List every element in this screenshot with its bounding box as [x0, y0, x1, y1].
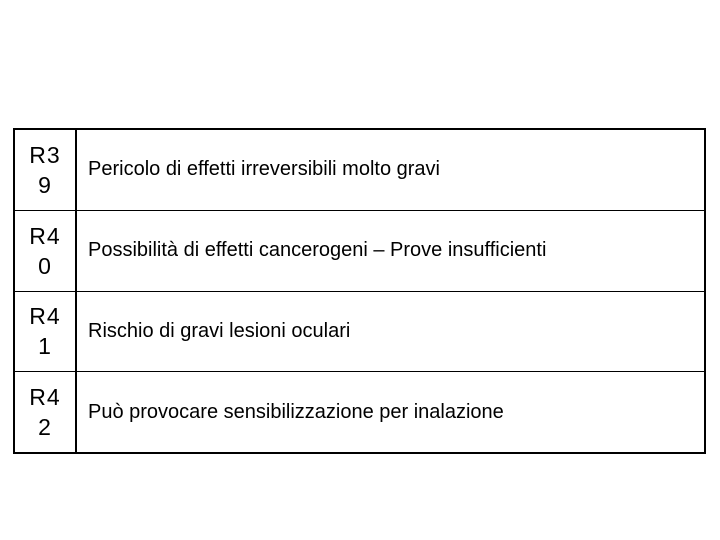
- table-row: [15, 372, 704, 452]
- phrase-code-line1: R4: [29, 303, 61, 330]
- phrase-description: Rischio di gravi lesioni oculari: [88, 319, 351, 342]
- phrase-code-cell: [15, 372, 77, 452]
- phrase-code-line1: R4: [29, 222, 61, 249]
- phrase-code-cell: [15, 292, 77, 372]
- phrase-code-cell: [15, 211, 77, 291]
- phrase-code-line1: R4: [29, 384, 61, 411]
- risk-phrases-table: [13, 128, 706, 454]
- phrase-description: Può provocare sensibilizzazione per inalazione: [88, 400, 504, 423]
- phrase-code-line2: 0: [38, 252, 52, 279]
- phrase-description: Pericolo di effetti irreversibili molto gravi: [88, 158, 440, 181]
- phrase-code-line2: 2: [38, 414, 52, 441]
- phrase-code-cell: [15, 130, 77, 210]
- phrase-code-line2: 9: [38, 171, 52, 198]
- table-row: [15, 130, 704, 211]
- table-row: [15, 292, 704, 373]
- phrase-code-line1: R3: [29, 141, 61, 168]
- phrase-code-line2: 1: [38, 333, 52, 360]
- phrase-description: Possibilità di effetti cancerogeni – Prove insufficienti: [88, 239, 547, 262]
- table-row: [15, 211, 704, 292]
